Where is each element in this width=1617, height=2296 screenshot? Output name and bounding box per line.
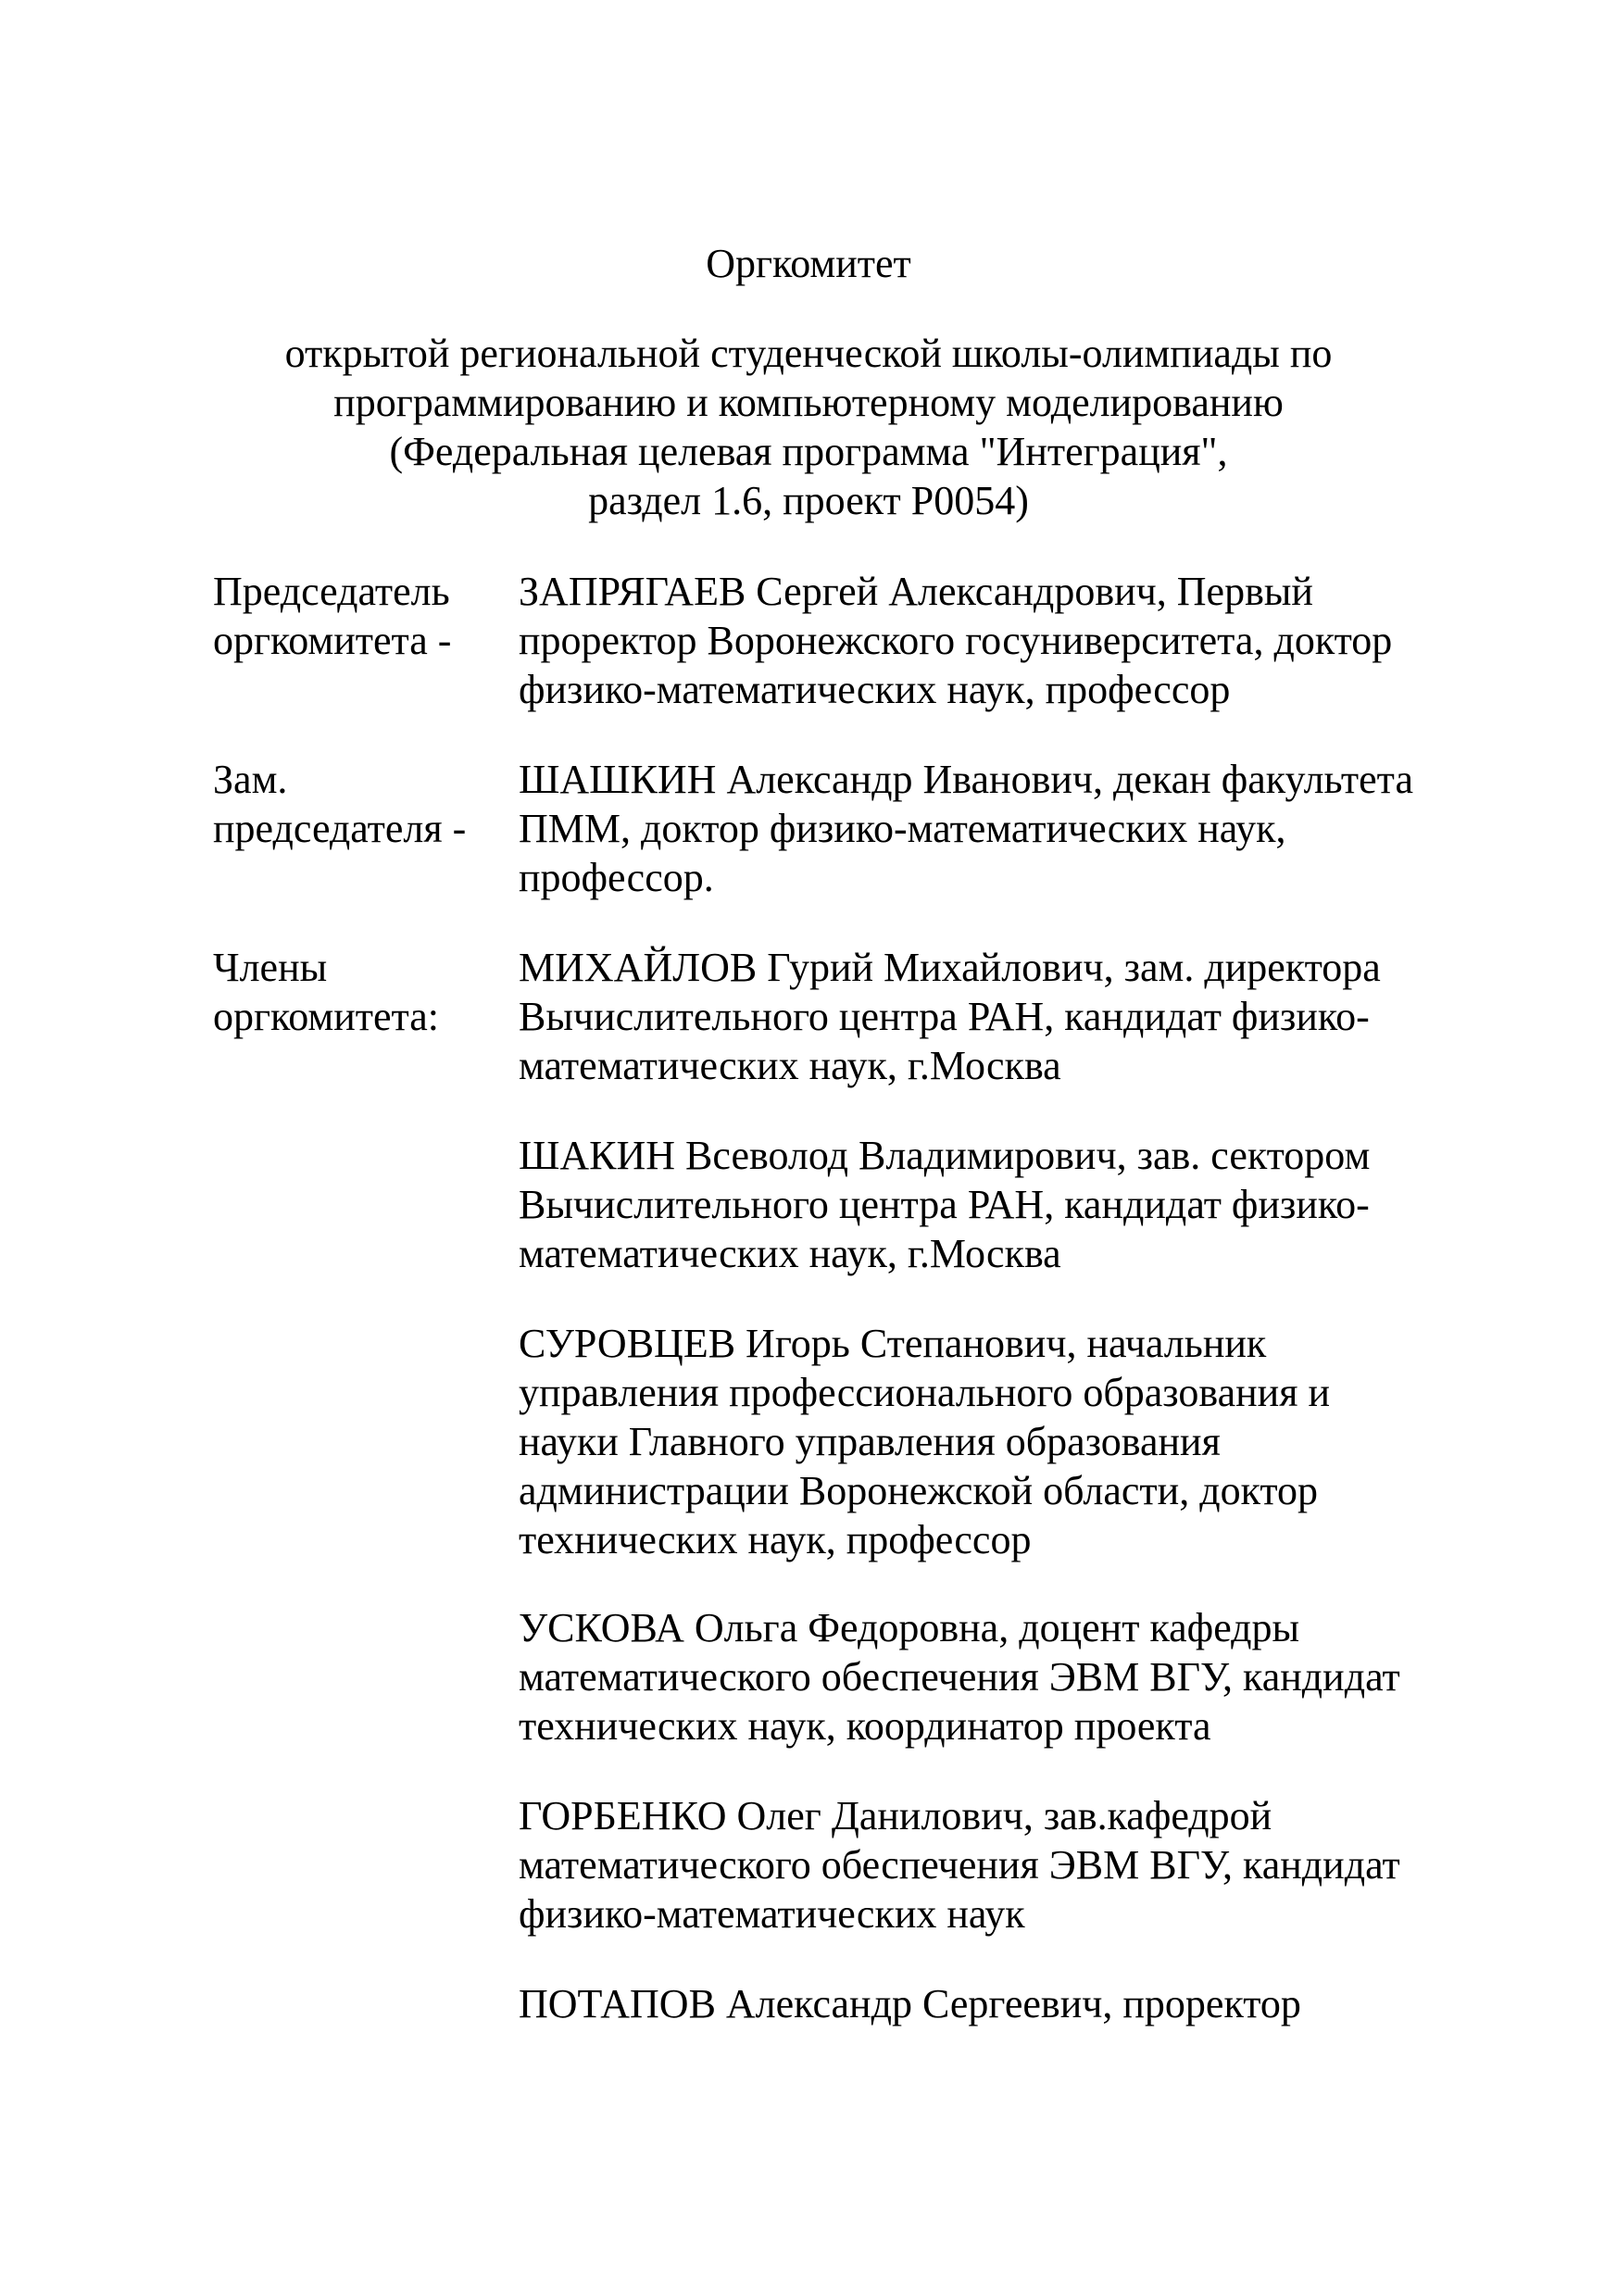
desc-line: администрации Воронежской области, доктор xyxy=(519,1468,1319,1513)
role-line: оргкомитета: xyxy=(213,994,440,1039)
subtitle-line: программированию и компьютерному моделированию xyxy=(333,380,1284,425)
subtitle-line: открытой региональной студенческой школы-олимпиады по xyxy=(284,331,1333,376)
role-line: оргкомитета - xyxy=(213,618,452,663)
role-line: Зам. xyxy=(213,757,288,802)
desc-line: СУРОВЦЕВ Игорь Степанович, начальник xyxy=(519,1321,1267,1366)
desc-line: математических наук, г.Москва xyxy=(519,1231,1061,1276)
role-line: Члены xyxy=(213,945,328,990)
document-subtitle xyxy=(0,329,1617,525)
member-description xyxy=(519,943,1491,1090)
desc-line: физико-математических наук xyxy=(519,1891,1025,1937)
desc-line: МИХАЙЛОВ Гурий Михайлович, зам. директора xyxy=(519,945,1381,990)
desc-line: математического обеспечения ЭВМ ВГУ, кандидат xyxy=(519,1842,1400,1888)
desc-line: проректор Воронежского госуниверситета, доктор xyxy=(519,618,1393,663)
desc-line: технических наук, координатор проекта xyxy=(519,1703,1211,1749)
desc-line: Вычислительного центра РАН, кандидат физико- xyxy=(519,1182,1370,1227)
member-description xyxy=(519,1131,1491,1278)
desc-line: ШАШКИН Александр Иванович, декан факультета xyxy=(519,757,1413,802)
member-description xyxy=(519,1791,1491,1938)
desc-line: технических наук, профессор xyxy=(519,1517,1032,1562)
desc-line: ЗАПРЯГАЕВ Сергей Александрович, Первый xyxy=(519,569,1313,614)
member-description xyxy=(519,1979,1491,2028)
desc-line: физико-математических наук, профессор xyxy=(519,667,1231,712)
desc-line: Вычислительного центра РАН, кандидат физико- xyxy=(519,994,1370,1039)
member-description xyxy=(519,1603,1491,1750)
desc-line: управления профессионального образования и xyxy=(519,1370,1331,1415)
subtitle-line: (Федеральная целевая программа "Интеграция", xyxy=(389,429,1228,474)
role-label xyxy=(213,567,509,665)
member-description xyxy=(519,1319,1491,1564)
desc-line: УСКОВА Ольга Федоровна, доцент кафедры xyxy=(519,1605,1300,1650)
desc-line: математического обеспечения ЭВМ ВГУ, кандидат xyxy=(519,1654,1400,1700)
page-title: Оргкомитет xyxy=(706,241,911,286)
desc-line: ШАКИН Всеволод Владимирович, зав. сектором xyxy=(519,1133,1371,1178)
desc-line: ПОТАПОВ Александр Сергеевич, проректор xyxy=(519,1981,1301,2026)
desc-line: науки Главного управления образования xyxy=(519,1419,1221,1464)
role-label xyxy=(213,943,509,1041)
desc-line: математических наук, г.Москва xyxy=(519,1043,1061,1088)
role-label xyxy=(213,755,509,853)
desc-line: профессор. xyxy=(519,855,714,900)
desc-line: ГОРБЕНКО Олег Данилович, зав.кафедрой xyxy=(519,1793,1272,1838)
role-line: Председатель xyxy=(213,569,450,614)
member-description xyxy=(519,567,1491,714)
desc-line: ПММ, доктор физико-математических наук, xyxy=(519,806,1286,851)
subtitle-line: раздел 1.6, проект Р0054) xyxy=(588,478,1029,523)
member-description xyxy=(519,755,1491,902)
role-line: председателя - xyxy=(213,806,467,851)
